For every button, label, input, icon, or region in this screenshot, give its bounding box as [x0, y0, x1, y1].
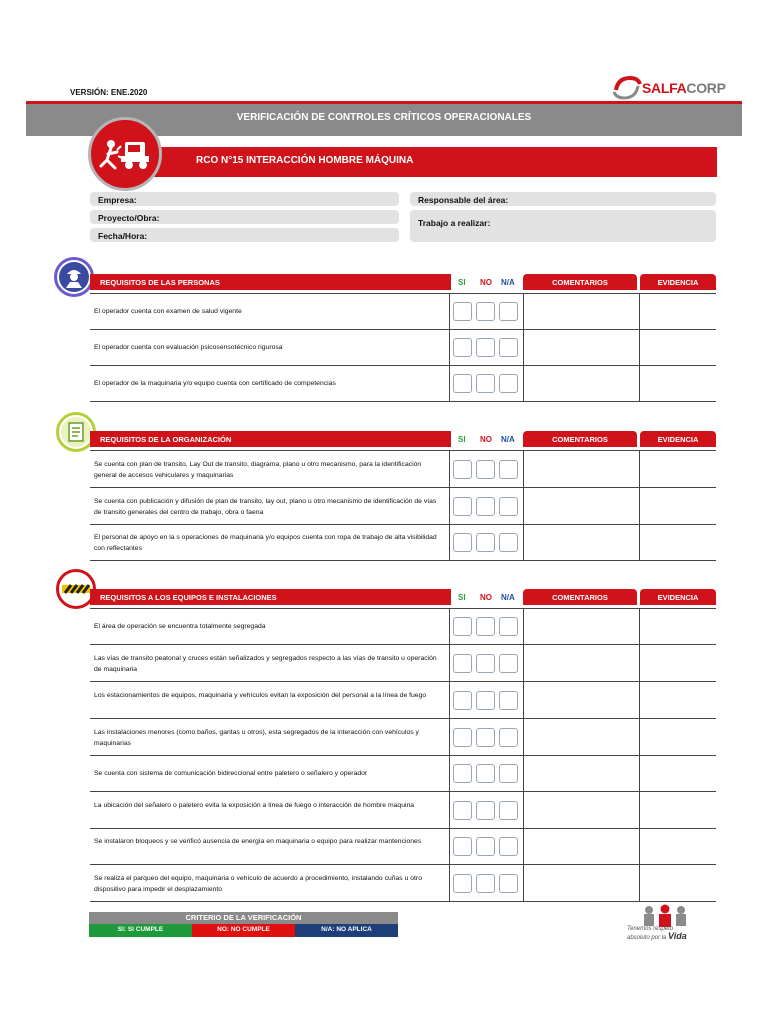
section-title: REQUISITOS DE LAS PERSONAS [90, 274, 451, 290]
checkbox-si[interactable] [453, 497, 472, 516]
evidence-cell[interactable] [640, 366, 716, 401]
checkbox-na[interactable] [499, 654, 518, 673]
section-title: REQUISITOS A LOS EQUIPOS E INSTALACIONES [90, 589, 451, 605]
section-equipos-table [90, 608, 716, 902]
col-evidencia: EVIDENCIA [640, 431, 716, 447]
section-personas-header [90, 274, 716, 290]
col-no: NO [480, 278, 492, 287]
checkbox-si[interactable] [453, 617, 472, 636]
checkbox-no[interactable] [476, 497, 495, 516]
checkbox-si[interactable] [453, 654, 472, 673]
people-group-icon [635, 904, 695, 928]
checklist-question: El operador cuenta con evaluación psicosensotécnico rigurosa [94, 344, 283, 351]
page-title: VERIFICACIÓN DE CONTROLES CRÍTICOS OPERACIONALES [236, 112, 532, 123]
checkbox-na[interactable] [499, 533, 518, 552]
evidence-cell[interactable] [640, 451, 716, 487]
col-evidencia: EVIDENCIA [640, 274, 716, 290]
checkbox-si[interactable] [453, 374, 472, 393]
proyecto-field[interactable]: Proyecto/Obra: [90, 210, 399, 224]
tagline-vida: Vida [668, 931, 687, 941]
comment-cell[interactable] [524, 488, 639, 524]
checkbox-no[interactable] [476, 728, 495, 747]
table-row [90, 451, 716, 488]
checkbox-no[interactable] [476, 374, 495, 393]
evidence-cell[interactable] [640, 756, 716, 791]
col-na: N/A [501, 435, 515, 444]
evidence-cell[interactable] [640, 609, 716, 644]
checkbox-na[interactable] [499, 728, 518, 747]
legend-si: SI: SI CUMPLE [89, 924, 192, 937]
responsable-field[interactable]: Responsable del área: [410, 192, 716, 206]
col-evidencia: EVIDENCIA [640, 589, 716, 605]
checkbox-no[interactable] [476, 654, 495, 673]
evidence-cell[interactable] [640, 682, 716, 718]
table-row [90, 682, 716, 719]
checkbox-si[interactable] [453, 801, 472, 820]
col-no: NO [480, 593, 492, 602]
checklist-question: La ubicación del señalero o paletero evita la exposición a línea de fuego o interacción de hombre maquina [94, 801, 415, 809]
checklist-question: El operador cuenta con examen de salud vigente [94, 308, 242, 315]
checklist-question: Se instalaron bloqueos y se verificó ausencia de energía en maquinaria o equipo para realizar mantenciones [94, 838, 422, 845]
evidence-cell[interactable] [640, 330, 716, 365]
checkbox-no[interactable] [476, 874, 495, 893]
checkbox-na[interactable] [499, 374, 518, 393]
col-comentarios: COMENTARIOS [523, 274, 637, 290]
checkbox-na[interactable] [499, 497, 518, 516]
table-row [90, 330, 716, 366]
table-row [90, 609, 716, 645]
checkbox-na[interactable] [499, 874, 518, 893]
checkbox-na[interactable] [499, 764, 518, 783]
comment-cell[interactable] [524, 682, 639, 718]
comment-cell[interactable] [524, 609, 639, 644]
checkbox-si[interactable] [453, 338, 472, 357]
table-row [90, 294, 716, 330]
checkbox-na[interactable] [499, 617, 518, 636]
checkbox-si[interactable] [453, 691, 472, 710]
checkbox-na[interactable] [499, 801, 518, 820]
table-row [90, 829, 716, 865]
col-no: NO [480, 435, 492, 444]
checkbox-si[interactable] [453, 728, 472, 747]
section-personas-table [90, 293, 716, 402]
checkbox-na[interactable] [499, 837, 518, 856]
col-si: SI [458, 435, 466, 444]
checklist-question: Las instalaciones menores (como baños, garitas u otros), esta segregados de la interacción con vehículos y maquinarias [94, 728, 419, 747]
comment-cell[interactable] [524, 756, 639, 791]
evidence-cell[interactable] [640, 865, 716, 901]
checkbox-no[interactable] [476, 801, 495, 820]
checklist-question: Se cuenta con sistema de comunicación bidireccional entre paletero o señalero y operador [94, 770, 368, 777]
section-organizacion-header [90, 431, 716, 447]
fecha-field[interactable]: Fecha/Hora: [90, 228, 399, 242]
checklist-question: Se cuenta con plan de transito, Lay Out de transito, diagrama, plano u otro mecanismo, para la identificación general de accesos vehiculares y maquinarias [94, 460, 422, 479]
empresa-field[interactable]: Empresa: [90, 192, 399, 206]
checkbox-no[interactable] [476, 764, 495, 783]
version-label: VERSIÓN: ENE.2020 [70, 88, 148, 97]
col-comentarios: COMENTARIOS [523, 589, 637, 605]
comment-cell[interactable] [524, 719, 639, 755]
comment-cell[interactable] [524, 645, 639, 681]
comment-cell[interactable] [524, 792, 639, 828]
comment-cell[interactable] [524, 865, 639, 901]
safety-tagline [627, 904, 707, 944]
comment-cell[interactable] [524, 366, 639, 401]
checklist-question: El operador de la maquinaria y/o equipo cuenta con certificado de competencias [94, 380, 336, 387]
legend-title: CRITERIO DE LA VERIFICACIÓN [89, 912, 398, 924]
evidence-cell[interactable] [640, 645, 716, 681]
checklist-question: El área de operación se encuentra totalmente segregada [94, 623, 266, 630]
checkbox-no[interactable] [476, 302, 495, 321]
table-row [90, 645, 716, 682]
comment-cell[interactable] [524, 829, 639, 864]
comment-cell[interactable] [524, 294, 639, 329]
col-na: N/A [501, 278, 515, 287]
rco-title-bar [130, 147, 717, 177]
checkbox-no[interactable] [476, 691, 495, 710]
rco-title: RCO N°15 INTERACCIÓN HOMBRE MÁQUINA [196, 155, 414, 166]
section-organizacion-table [90, 450, 716, 561]
checkbox-si[interactable] [453, 764, 472, 783]
comment-cell[interactable] [524, 330, 639, 365]
salfacorp-logo-mark-icon [612, 72, 642, 102]
col-na: N/A [501, 593, 515, 602]
col-comentarios: COMENTARIOS [523, 431, 637, 447]
salfacorp-logo-text: SALFACORP [642, 80, 726, 96]
table-row [90, 756, 716, 792]
comment-cell[interactable] [524, 525, 639, 560]
evidence-cell[interactable] [640, 792, 716, 828]
worker-icon [54, 257, 94, 297]
checkbox-na[interactable] [499, 302, 518, 321]
checkbox-si[interactable] [453, 533, 472, 552]
evidence-cell[interactable] [640, 488, 716, 524]
checklist-question: Se realiza el parqueo del equipo, maquinaria o vehículo de acuerdo a procedimiento, instalando cuñas u otro dispositivo para impedir el desplazamiento [94, 874, 422, 893]
section-title: REQUISITOS DE LA ORGANIZACIÓN [90, 431, 451, 447]
legend-no: NO: NO CUMPLE [192, 924, 295, 937]
col-si: SI [458, 593, 466, 602]
checkbox-na[interactable] [499, 338, 518, 357]
legend-na: N/A: NO APLICA [295, 924, 398, 937]
evidence-cell[interactable] [640, 829, 716, 864]
tagline-line1: Tenemos respeto [627, 926, 674, 932]
tagline-line2: absoluto por la [627, 935, 667, 941]
section-equipos-header [90, 589, 716, 605]
checkbox-si[interactable] [453, 837, 472, 856]
checkbox-si[interactable] [453, 460, 472, 479]
checkbox-na[interactable] [499, 691, 518, 710]
table-row [90, 865, 716, 902]
evidence-cell[interactable] [640, 294, 716, 329]
checklist-question: El personal de apoyo en la s operaciones de maquinaria y/o equipos cuenta con ropa de trabajo de alta visibilidad con reflectantes [94, 534, 437, 552]
salfacorp-logo [612, 70, 742, 102]
col-si: SI [458, 278, 466, 287]
checkbox-si[interactable] [453, 874, 472, 893]
table-row [90, 488, 716, 525]
table-row [90, 719, 716, 756]
checklist-question: Se cuenta con publicación y difusión de plan de transito, lay out, plano u otro mecanismo de identificación de vías de transito generales del centro de trabajo, obra o faena [94, 497, 437, 516]
checkbox-no[interactable] [476, 460, 495, 479]
checklist-question: Los estacionamientos de equipos, maquinaria y vehículos evitan la exposición del personal a la línea de fuego [94, 691, 427, 699]
table-row [90, 366, 716, 402]
checkbox-na[interactable] [499, 460, 518, 479]
trabajo-field[interactable]: Trabajo a realizar: [410, 210, 716, 242]
checklist-question: Las vías de transito peatonal y cruces están señalizados y segregados respecto a las vías de transito u operación de maquinaria [94, 654, 437, 673]
crane-hazard-icon [88, 117, 162, 191]
table-row [90, 792, 716, 829]
checkbox-no[interactable] [476, 617, 495, 636]
checkbox-si[interactable] [453, 302, 472, 321]
evidence-cell[interactable] [640, 525, 716, 560]
verification-criteria-legend [89, 912, 398, 937]
evidence-cell[interactable] [640, 719, 716, 755]
checkbox-no[interactable] [476, 338, 495, 357]
table-row [90, 525, 716, 561]
checkbox-no[interactable] [476, 837, 495, 856]
comment-cell[interactable] [524, 451, 639, 487]
checkbox-no[interactable] [476, 533, 495, 552]
